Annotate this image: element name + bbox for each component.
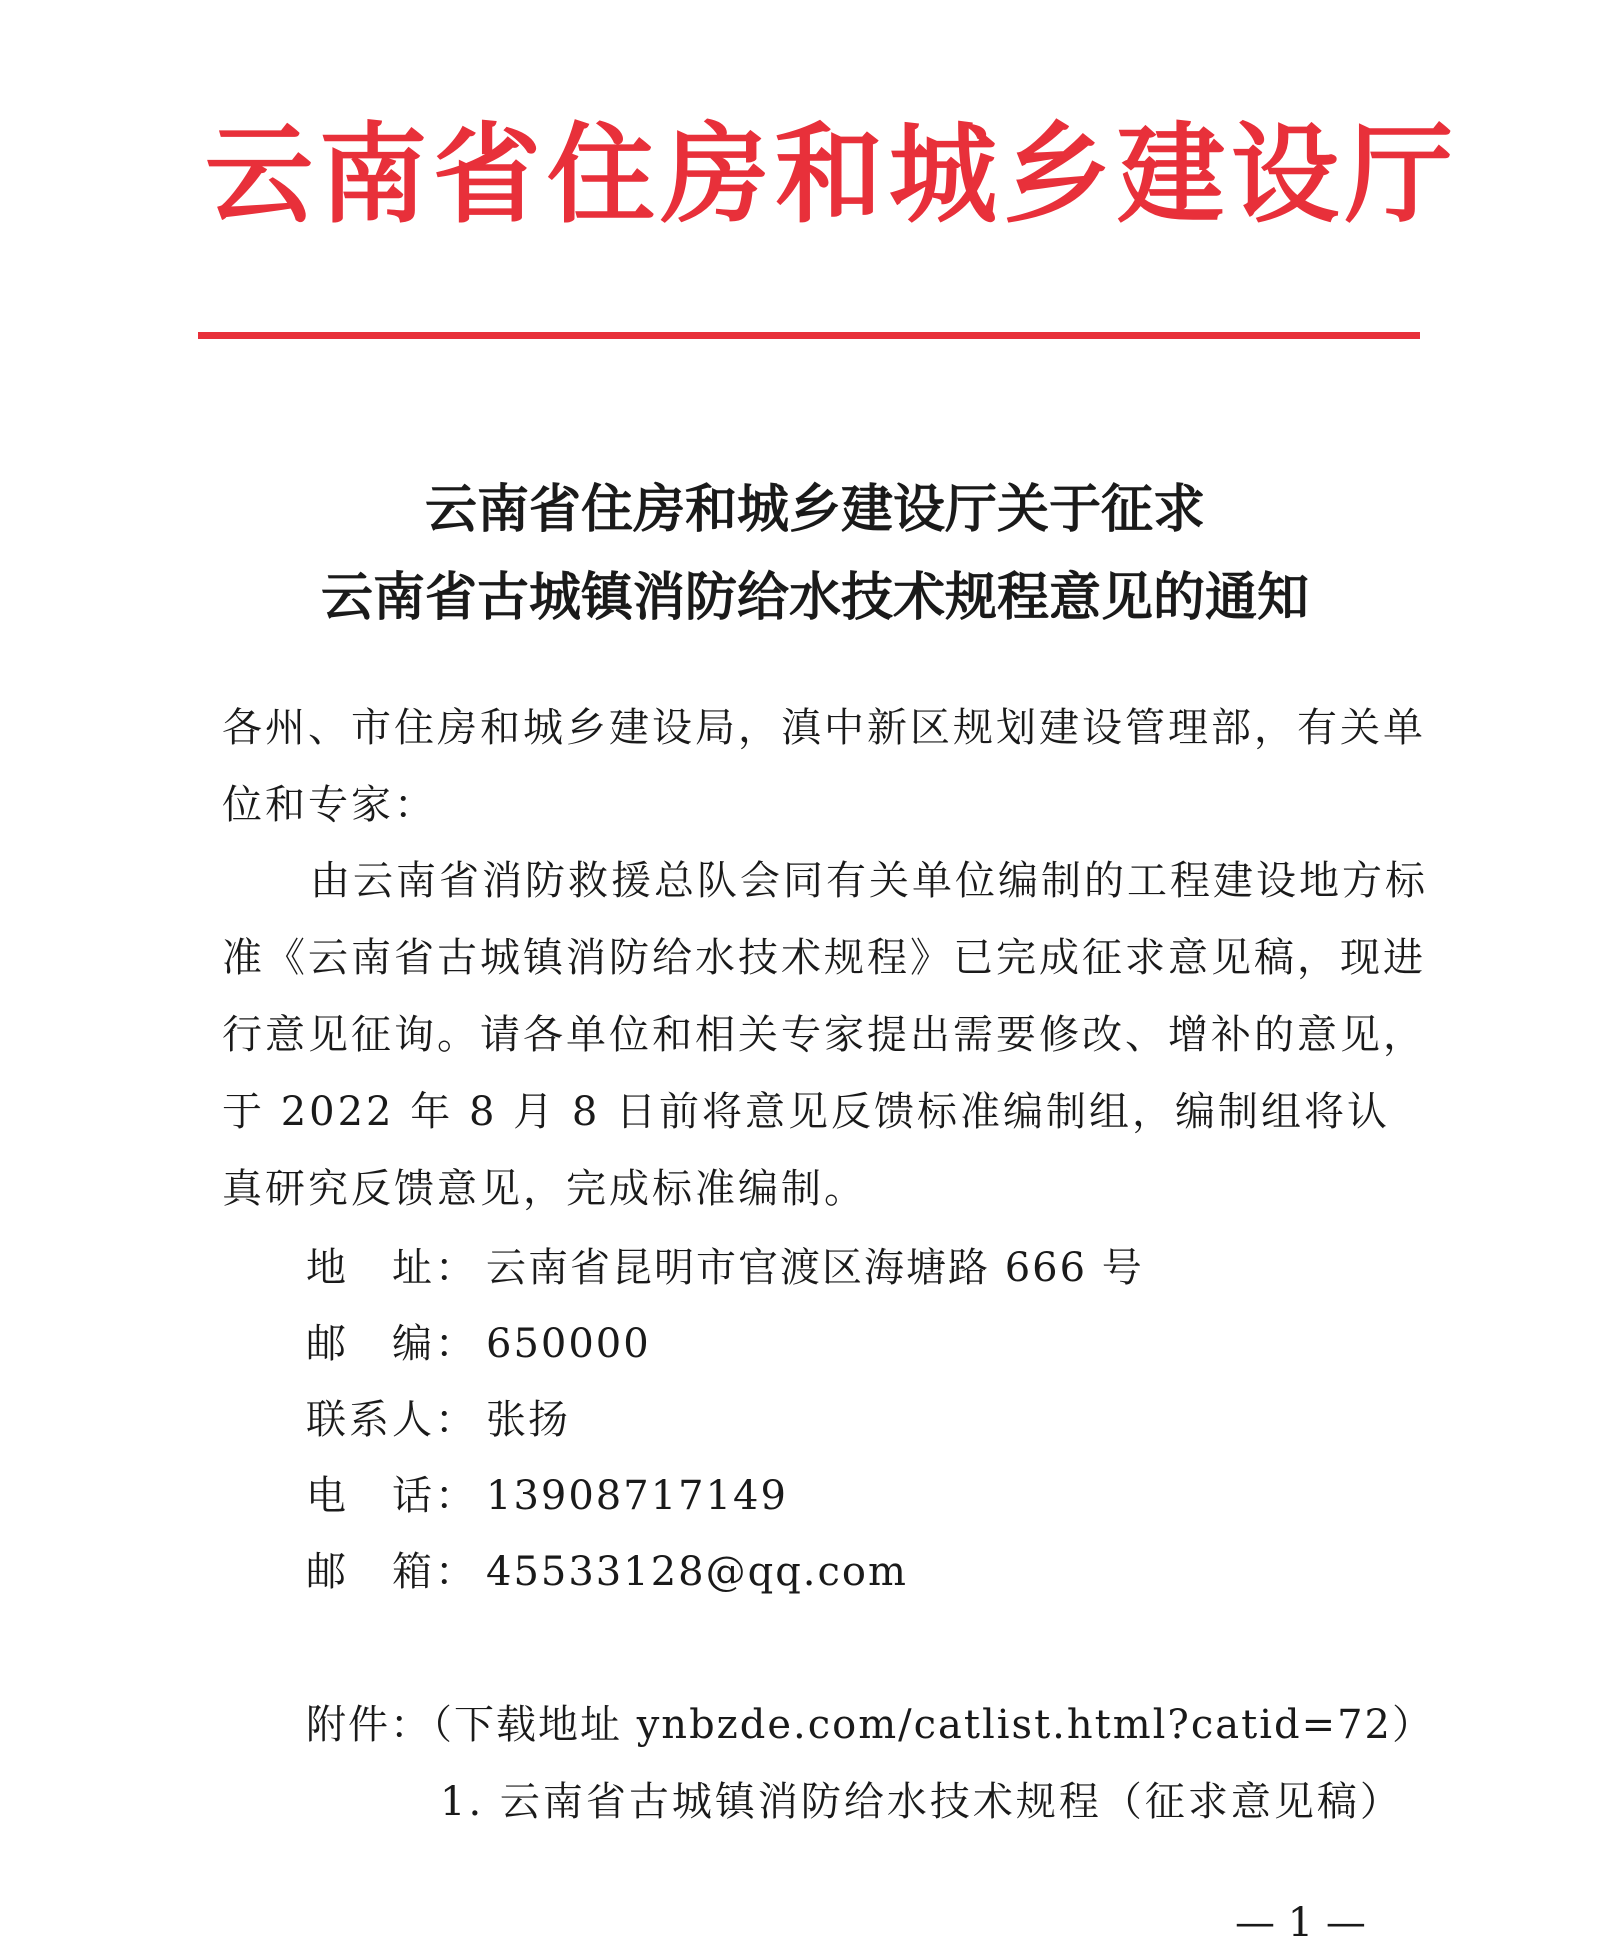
contact-person-value: 张扬 [486, 1397, 570, 1443]
contact-postcode-value: 650000 [486, 1321, 651, 1367]
addressee-paragraph: 各州、市住房和城乡建设局，滇中新区规划建设管理部，有关单位和专家： [222, 705, 1426, 828]
contact-phone-row [306, 1466, 788, 1526]
contact-person-label: 联系人： [306, 1397, 478, 1443]
page-number: — 1 — [1235, 1900, 1366, 1946]
contact-email-row [306, 1542, 908, 1602]
contact-postcode-row [306, 1314, 651, 1374]
contact-email-value: 45533128@qq.com [486, 1549, 908, 1595]
contact-phone-value: 13908717149 [486, 1473, 788, 1519]
document-title-line-2: 云南省古城镇消防给水技术规程意见的通知 [320, 567, 1309, 628]
contact-postcode-label: 邮 编： [306, 1321, 478, 1367]
contact-address-value: 云南省昆明市官渡区海塘路 666 号 [486, 1245, 1144, 1291]
contact-address-label: 地 址： [306, 1245, 478, 1291]
contact-person-row [306, 1390, 570, 1450]
contact-address-row [306, 1238, 1144, 1298]
attachment-item: 1. 云南省古城镇消防给水技术规程（征求意见稿） [440, 1779, 1403, 1825]
contact-email-label: 邮 箱： [306, 1549, 478, 1595]
letterhead-red-rule [198, 332, 1420, 339]
letterhead-title: 云南省住房和城乡建设厅 [205, 112, 1460, 238]
attachments-heading: 附件：（下载地址 ynbzde.com/catlist.html?catid=72） [306, 1702, 1435, 1748]
body-paragraph: 由云南省消防救援总队会同有关单位编制的工程建设地方标准《云南省古城镇消防给水技术规程》已完成征求意见稿，现进行意见征询。请各单位和相关专家提出需要修改、增补的意见，于 2022 年 8 月 8 日前将意见反馈标准编制组，编制组将认真研究反馈意见，完成标准编制。 [222, 858, 1428, 1212]
document-title-line-1: 云南省住房和城乡建设厅关于征求 [424, 479, 1205, 540]
contact-phone-label: 电 话： [306, 1473, 478, 1519]
